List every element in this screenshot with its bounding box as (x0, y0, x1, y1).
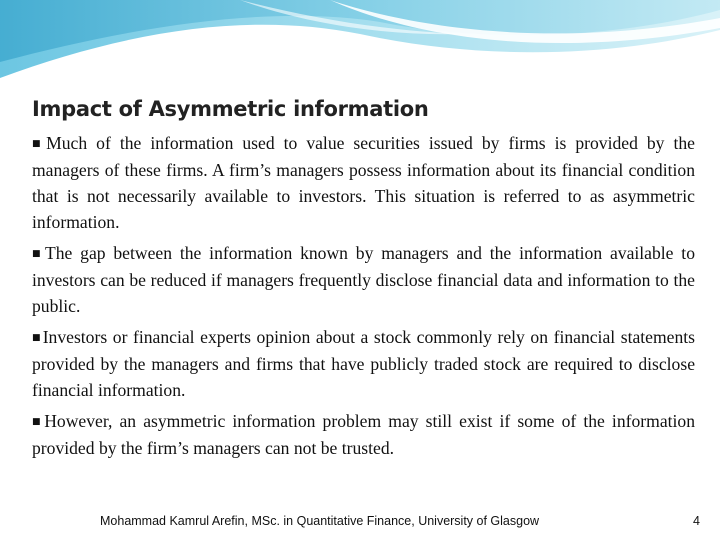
square-bullet-icon: ■ (32, 417, 44, 427)
bullet-item (32, 130, 695, 235)
bullet-text: Investors or financial experts opinion about a stock commonly rely on financial statements provided by the managers and firms that have publicly traded stock are required to disclose financial information. (32, 327, 695, 400)
square-bullet-icon: ■ (32, 333, 42, 343)
bullet-item (32, 240, 695, 319)
square-bullet-icon: ■ (32, 249, 44, 259)
bullet-text: The gap between the information known by managers and the information available to investors can be reduced if managers frequently disclose financial data and information to the public. (32, 243, 695, 316)
bullet-list (32, 130, 695, 466)
slide-title: Impact of Asymmetric information (32, 97, 429, 121)
bullet-item (32, 408, 695, 461)
bullet-text: However, an asymmetric information problem may still exist if some of the information provided by the firm’s managers can not be trusted. (32, 411, 695, 458)
bullet-text: Much of the information used to value securities issued by firms is provided by the managers of these firms. A firm’s managers possess information about its financial condition that is not necessarily available to investors. This situation is referred to as asymmetric information. (32, 133, 695, 232)
footer-author: Mohammad Kamrul Arefin, MSc. in Quantitative Finance, University of Glasgow (100, 514, 540, 528)
header-wave-decoration (0, 0, 720, 90)
bullet-item (32, 324, 695, 403)
square-bullet-icon: ■ (32, 139, 46, 149)
page-number: 4 (693, 514, 700, 528)
